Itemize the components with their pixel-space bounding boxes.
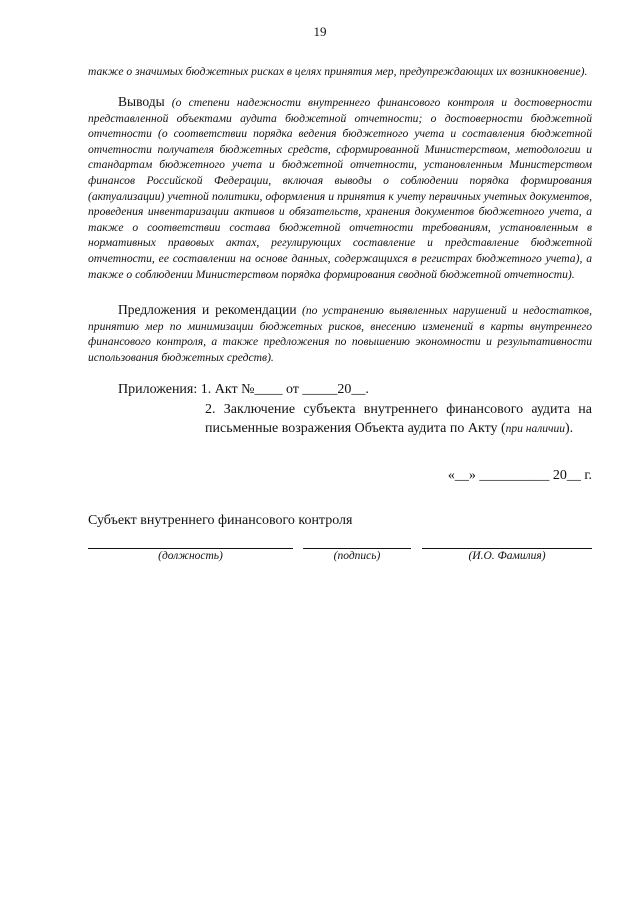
intro-text: также о значимых бюджетных рисках в целях принятия мер, предупреждающих их возникновение).: [88, 65, 588, 78]
name-caption: (И.О. Фамилия): [468, 550, 546, 562]
attachments-line-2: [205, 400, 592, 439]
date-line: «__» __________ 20__ г.: [447, 468, 592, 483]
intro-paragraph: [88, 64, 592, 80]
subject-label: Субъект внутреннего финансового контроля: [88, 513, 353, 528]
position-caption: (должность): [158, 550, 223, 562]
page-number: 19: [313, 24, 327, 39]
position-field: [88, 534, 293, 549]
attachment-2-text: 2. Заключение субъекта внутреннего финансового аудита на письменные возражения Объекта аудита по Акту (: [205, 402, 592, 436]
proposals-text: (по устранению выявленных нарушений и недостатков, принятию мер по минимизации бюджетных рисков, внесению изменений в карты внутреннего финансового контроля, а также предложения по повышению экономности и результативности использования бюджетных средств).: [88, 304, 592, 364]
attachment-2-end: ).: [565, 421, 574, 436]
proposals-lead: Предложения и рекомендации: [118, 302, 297, 317]
conclusions-lead: Выводы: [118, 94, 165, 109]
attachment-2-note: при наличии: [505, 423, 566, 435]
signature-field: [303, 534, 411, 549]
attachments-line-1: Приложения: 1. Акт №____ от _____20__.: [118, 382, 369, 397]
conclusions-paragraph: [88, 94, 592, 282]
conclusions-text: (о степени надежности внутреннего финансового контроля и достоверности представленной объектами аудита бюджетной отчетности; о достоверности бюджетной отчетности (о соответствии порядка ведения бюджетного учета и составления бюджетной отчетности получателя бюджетных средств, сформированной Министерством, методологии и стандартам бюджетного учета и бюджетной отчетности, установленным Министерством финансов Российской Федерации, включая выводы о соблюдении порядка формирования (актуализации) учетной политики, оформления и принятия к учету первичных учетных документов, проведения инвентаризации активов и обязательств, хранения документов бюджетного учета, а также о соответствии состава бюджетной отчетности требованиям, установленным в нормативных правовых актах, регулирующих составление и представление бюджетной отчетности, ее составлении на основе данных, содержащихся в регистрах бюджетного учета), а также о соблюдении Министерством порядка формирования сводной бюджетной отчетности).: [88, 96, 592, 281]
proposals-paragraph: [88, 302, 592, 365]
name-field: [422, 534, 592, 549]
signature-caption: (подпись): [333, 550, 381, 562]
